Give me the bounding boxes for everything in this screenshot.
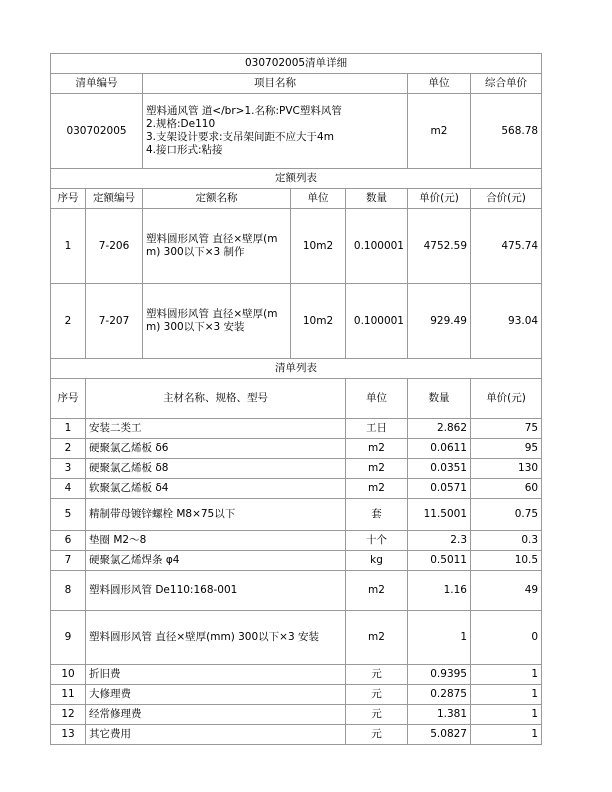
quota-code: 7-206 — [86, 209, 143, 284]
list-name: 大修理费 — [86, 685, 346, 705]
list-no: 6 — [51, 531, 86, 551]
list-name: 精制带母镀锌螺栓 M8×75以下 — [86, 499, 346, 531]
bill-unit-header: 单位 — [408, 74, 471, 94]
list-unit-price: 0.75 — [471, 499, 542, 531]
list-unit: 元 — [346, 685, 408, 705]
list-qty: 1.381 — [408, 705, 471, 725]
quota-no: 2 — [51, 284, 86, 359]
list-body — [51, 419, 542, 745]
list-no: 13 — [51, 725, 86, 745]
title-row — [51, 54, 542, 74]
quota-unit-price-header: 单价(元) — [408, 189, 471, 209]
list-unit-price-header: 单价(元) — [471, 379, 542, 419]
list-no: 8 — [51, 571, 86, 611]
list-unit-price: 95 — [471, 439, 542, 459]
quota-name-header: 定额名称 — [143, 189, 291, 209]
list-unit: 工日 — [346, 419, 408, 439]
list-unit-price: 1 — [471, 665, 542, 685]
quota-row — [51, 209, 542, 284]
list-row — [51, 571, 542, 611]
bill-header-row — [51, 74, 542, 94]
list-qty: 0.0351 — [408, 459, 471, 479]
list-unit-price: 0 — [471, 611, 542, 665]
list-unit-price: 60 — [471, 479, 542, 499]
list-qty: 2.862 — [408, 419, 471, 439]
list-unit-price: 10.5 — [471, 551, 542, 571]
quota-header-row — [51, 189, 542, 209]
quota-qty-header: 数量 — [346, 189, 408, 209]
quota-total: 93.04 — [471, 284, 542, 359]
bill-code-header: 清单编号 — [51, 74, 143, 94]
list-row — [51, 611, 542, 665]
list-name: 塑料圆形风管 直径×壁厚(mm) 300以下×3 安装 — [86, 611, 346, 665]
list-name: 软聚氯乙烯板 δ4 — [86, 479, 346, 499]
list-unit: m2 — [346, 571, 408, 611]
list-no: 11 — [51, 685, 86, 705]
quota-row — [51, 284, 542, 359]
list-row — [51, 479, 542, 499]
list-row — [51, 531, 542, 551]
list-unit-price: 1 — [471, 685, 542, 705]
list-row — [51, 685, 542, 705]
list-unit-price: 0.3 — [471, 531, 542, 551]
list-row — [51, 725, 542, 745]
list-unit-price: 1 — [471, 725, 542, 745]
bill-name-line: 塑料通风管 道</br>1.名称:PVC塑料风管 — [146, 105, 342, 117]
quota-code-header: 定额编号 — [86, 189, 143, 209]
bill-code: 030702005 — [51, 94, 143, 169]
bill-price: 568.78 — [471, 94, 542, 169]
quota-name: 塑料圆形风管 直径×壁厚(mm) 300以下×3 制作 — [143, 209, 291, 284]
list-unit: kg — [346, 551, 408, 571]
quota-no-header: 序号 — [51, 189, 86, 209]
list-row — [51, 459, 542, 479]
list-no-header: 序号 — [51, 379, 86, 419]
list-row — [51, 499, 542, 531]
quota-unit-price: 929.49 — [408, 284, 471, 359]
list-row — [51, 439, 542, 459]
list-name: 硬聚氯乙烯板 δ6 — [86, 439, 346, 459]
list-unit: m2 — [346, 439, 408, 459]
list-unit: m2 — [346, 611, 408, 665]
list-qty: 1 — [408, 611, 471, 665]
list-name-header: 主材名称、规格、型号 — [86, 379, 346, 419]
list-section-row — [51, 359, 542, 379]
list-qty: 11.5001 — [408, 499, 471, 531]
list-unit-price: 1 — [471, 705, 542, 725]
list-unit: 套 — [346, 499, 408, 531]
quota-total: 475.74 — [471, 209, 542, 284]
list-row — [51, 665, 542, 685]
quota-section-row — [51, 169, 542, 189]
bill-name-line: 3.支架设计要求:支吊架间距不应大于4m — [146, 131, 334, 143]
list-unit-price: 75 — [471, 419, 542, 439]
list-no: 4 — [51, 479, 86, 499]
quota-total-header: 合价(元) — [471, 189, 542, 209]
list-header-row — [51, 379, 542, 419]
quota-unit-price: 4752.59 — [408, 209, 471, 284]
sheet-title: 030702005清单详细 — [51, 54, 542, 74]
list-unit-price: 130 — [471, 459, 542, 479]
list-name: 经常修理费 — [86, 705, 346, 725]
list-qty-header: 数量 — [408, 379, 471, 419]
list-qty: 0.0611 — [408, 439, 471, 459]
list-qty: 0.9395 — [408, 665, 471, 685]
list-no: 12 — [51, 705, 86, 725]
list-qty: 5.0827 — [408, 725, 471, 745]
list-no: 3 — [51, 459, 86, 479]
list-unit-header: 单位 — [346, 379, 408, 419]
list-no: 5 — [51, 499, 86, 531]
list-row — [51, 551, 542, 571]
list-qty: 0.2875 — [408, 685, 471, 705]
list-no: 1 — [51, 419, 86, 439]
quota-qty: 0.100001 — [346, 209, 408, 284]
bill-name-line: 4.接口形式:粘接 — [146, 144, 223, 156]
bill-name-line: 2.规格:De110 — [146, 118, 216, 130]
list-name: 其它费用 — [86, 725, 346, 745]
list-section-title: 清单列表 — [51, 359, 542, 379]
list-unit: 元 — [346, 725, 408, 745]
list-name: 硬聚氯乙烯焊条 φ4 — [86, 551, 346, 571]
list-no: 10 — [51, 665, 86, 685]
list-unit-price: 49 — [471, 571, 542, 611]
quota-unit-header: 单位 — [291, 189, 346, 209]
list-name: 安装二类工 — [86, 419, 346, 439]
list-qty: 0.5011 — [408, 551, 471, 571]
list-name: 垫圈 M2～8 — [86, 531, 346, 551]
bill-detail-table — [50, 53, 542, 745]
list-unit: 元 — [346, 705, 408, 725]
quota-code: 7-207 — [86, 284, 143, 359]
list-qty: 0.0571 — [408, 479, 471, 499]
bill-name — [143, 94, 408, 169]
list-no: 9 — [51, 611, 86, 665]
list-unit: m2 — [346, 459, 408, 479]
list-qty: 2.3 — [408, 531, 471, 551]
list-no: 2 — [51, 439, 86, 459]
quota-unit: 10m2 — [291, 284, 346, 359]
list-unit: 十个 — [346, 531, 408, 551]
list-row — [51, 705, 542, 725]
list-name: 折旧费 — [86, 665, 346, 685]
quota-name: 塑料圆形风管 直径×壁厚(mm) 300以下×3 安装 — [143, 284, 291, 359]
quota-section-title: 定额列表 — [51, 169, 542, 189]
quota-qty: 0.100001 — [346, 284, 408, 359]
list-unit: 元 — [346, 665, 408, 685]
list-name: 塑料圆形风管 De110:168-001 — [86, 571, 346, 611]
quota-no: 1 — [51, 209, 86, 284]
list-name: 硬聚氯乙烯板 δ8 — [86, 459, 346, 479]
list-row — [51, 419, 542, 439]
bill-unit: m2 — [408, 94, 471, 169]
bill-row — [51, 94, 542, 169]
quota-unit: 10m2 — [291, 209, 346, 284]
list-unit: m2 — [346, 479, 408, 499]
bill-price-header: 综合单价 — [471, 74, 542, 94]
bill-name-header: 项目名称 — [143, 74, 408, 94]
list-qty: 1.16 — [408, 571, 471, 611]
list-no: 7 — [51, 551, 86, 571]
